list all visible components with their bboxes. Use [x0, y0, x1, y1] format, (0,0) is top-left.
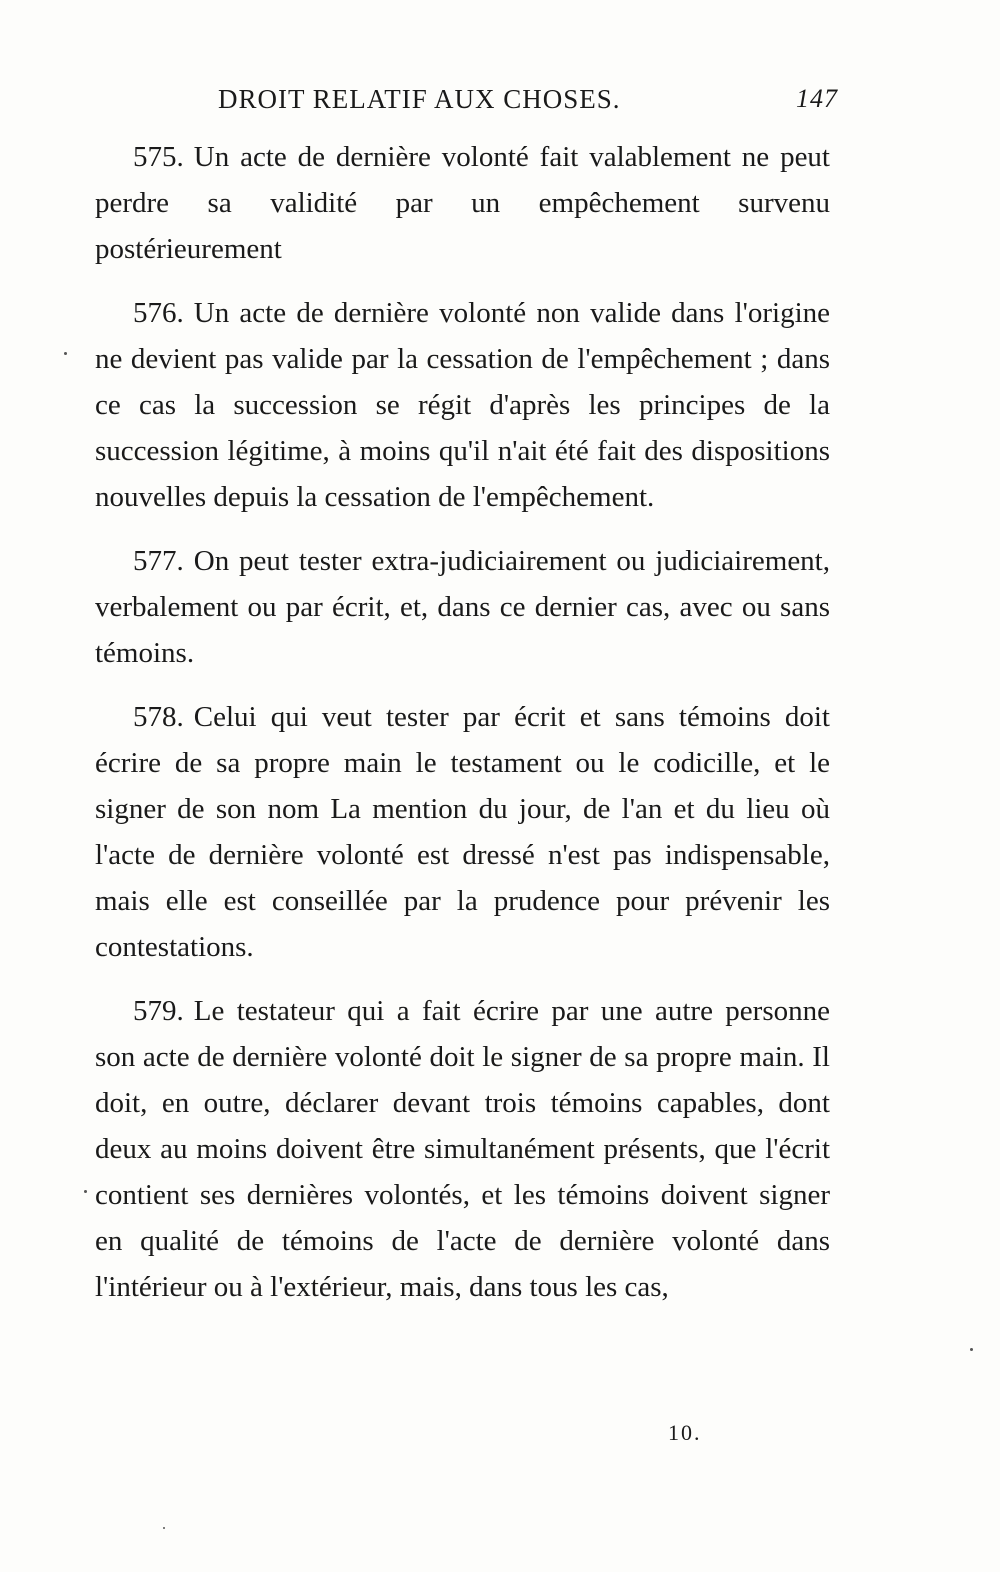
article-text: Un acte de dernière volonté non valide dans l'origine ne devient pas valide par la cessation de l'empêchement ; dans ce cas la succession se régit d'après les principes de la succession légitime, à moins qu'il n'ait été fait des dispositions nouvelles depuis la cessation de l'empêchement.: [95, 297, 830, 513]
article-text: Un acte de dernière volonté fait valablement ne peut perdre sa validité par un empêchement survenu postérieurement: [95, 141, 830, 265]
article-579: [95, 988, 830, 1310]
article-text: Celui qui veut tester par écrit et sans témoins doit écrire de sa propre main le testament ou le codicille, et le signer de son nom La mention du jour, de l'an et du lieu où l'acte de dernière volonté est dressé n'est pas indispensable, mais elle est conseillée par la prudence pour prévenir les contestations.: [95, 701, 830, 963]
signature-mark: 10.: [668, 1420, 702, 1445]
article-number: 575.: [133, 141, 184, 173]
article-number: 576.: [133, 297, 184, 329]
article-577: [95, 538, 830, 676]
article-number: 578.: [133, 701, 184, 733]
running-head-title: DROIT RELATIF AUX CHOSES.: [218, 84, 621, 114]
article-number: 577.: [133, 545, 184, 577]
article-text: On peut tester extra-judiciairement ou judiciairement, verbalement ou par écrit, et, dans ce dernier cas, avec ou sans témoins.: [95, 545, 830, 669]
running-head: [218, 84, 838, 124]
article-number: 579.: [133, 995, 184, 1027]
article-578: [95, 694, 830, 970]
paper-speck: [970, 1348, 973, 1351]
page-number: 147: [796, 84, 838, 113]
body-text: [95, 134, 830, 1328]
paper-speck: [64, 352, 67, 355]
paper-speck: [163, 1527, 165, 1529]
paper-speck: [84, 1190, 87, 1193]
article-text: Le testateur qui a fait écrire par une autre personne son acte de dernière volonté doit le signer de sa propre main. Il doit, en outre, déclarer devant trois témoins capables, dont deux au moins doivent être simultanément présents, que l'écrit contient ses dernières volontés, et les témoins doivent signer en qualité de témoins de l'acte de dernière volonté dans l'intérieur ou à l'extérieur, mais, dans tous les cas,: [95, 995, 830, 1303]
article-576: [95, 290, 830, 520]
article-575: [95, 134, 830, 272]
